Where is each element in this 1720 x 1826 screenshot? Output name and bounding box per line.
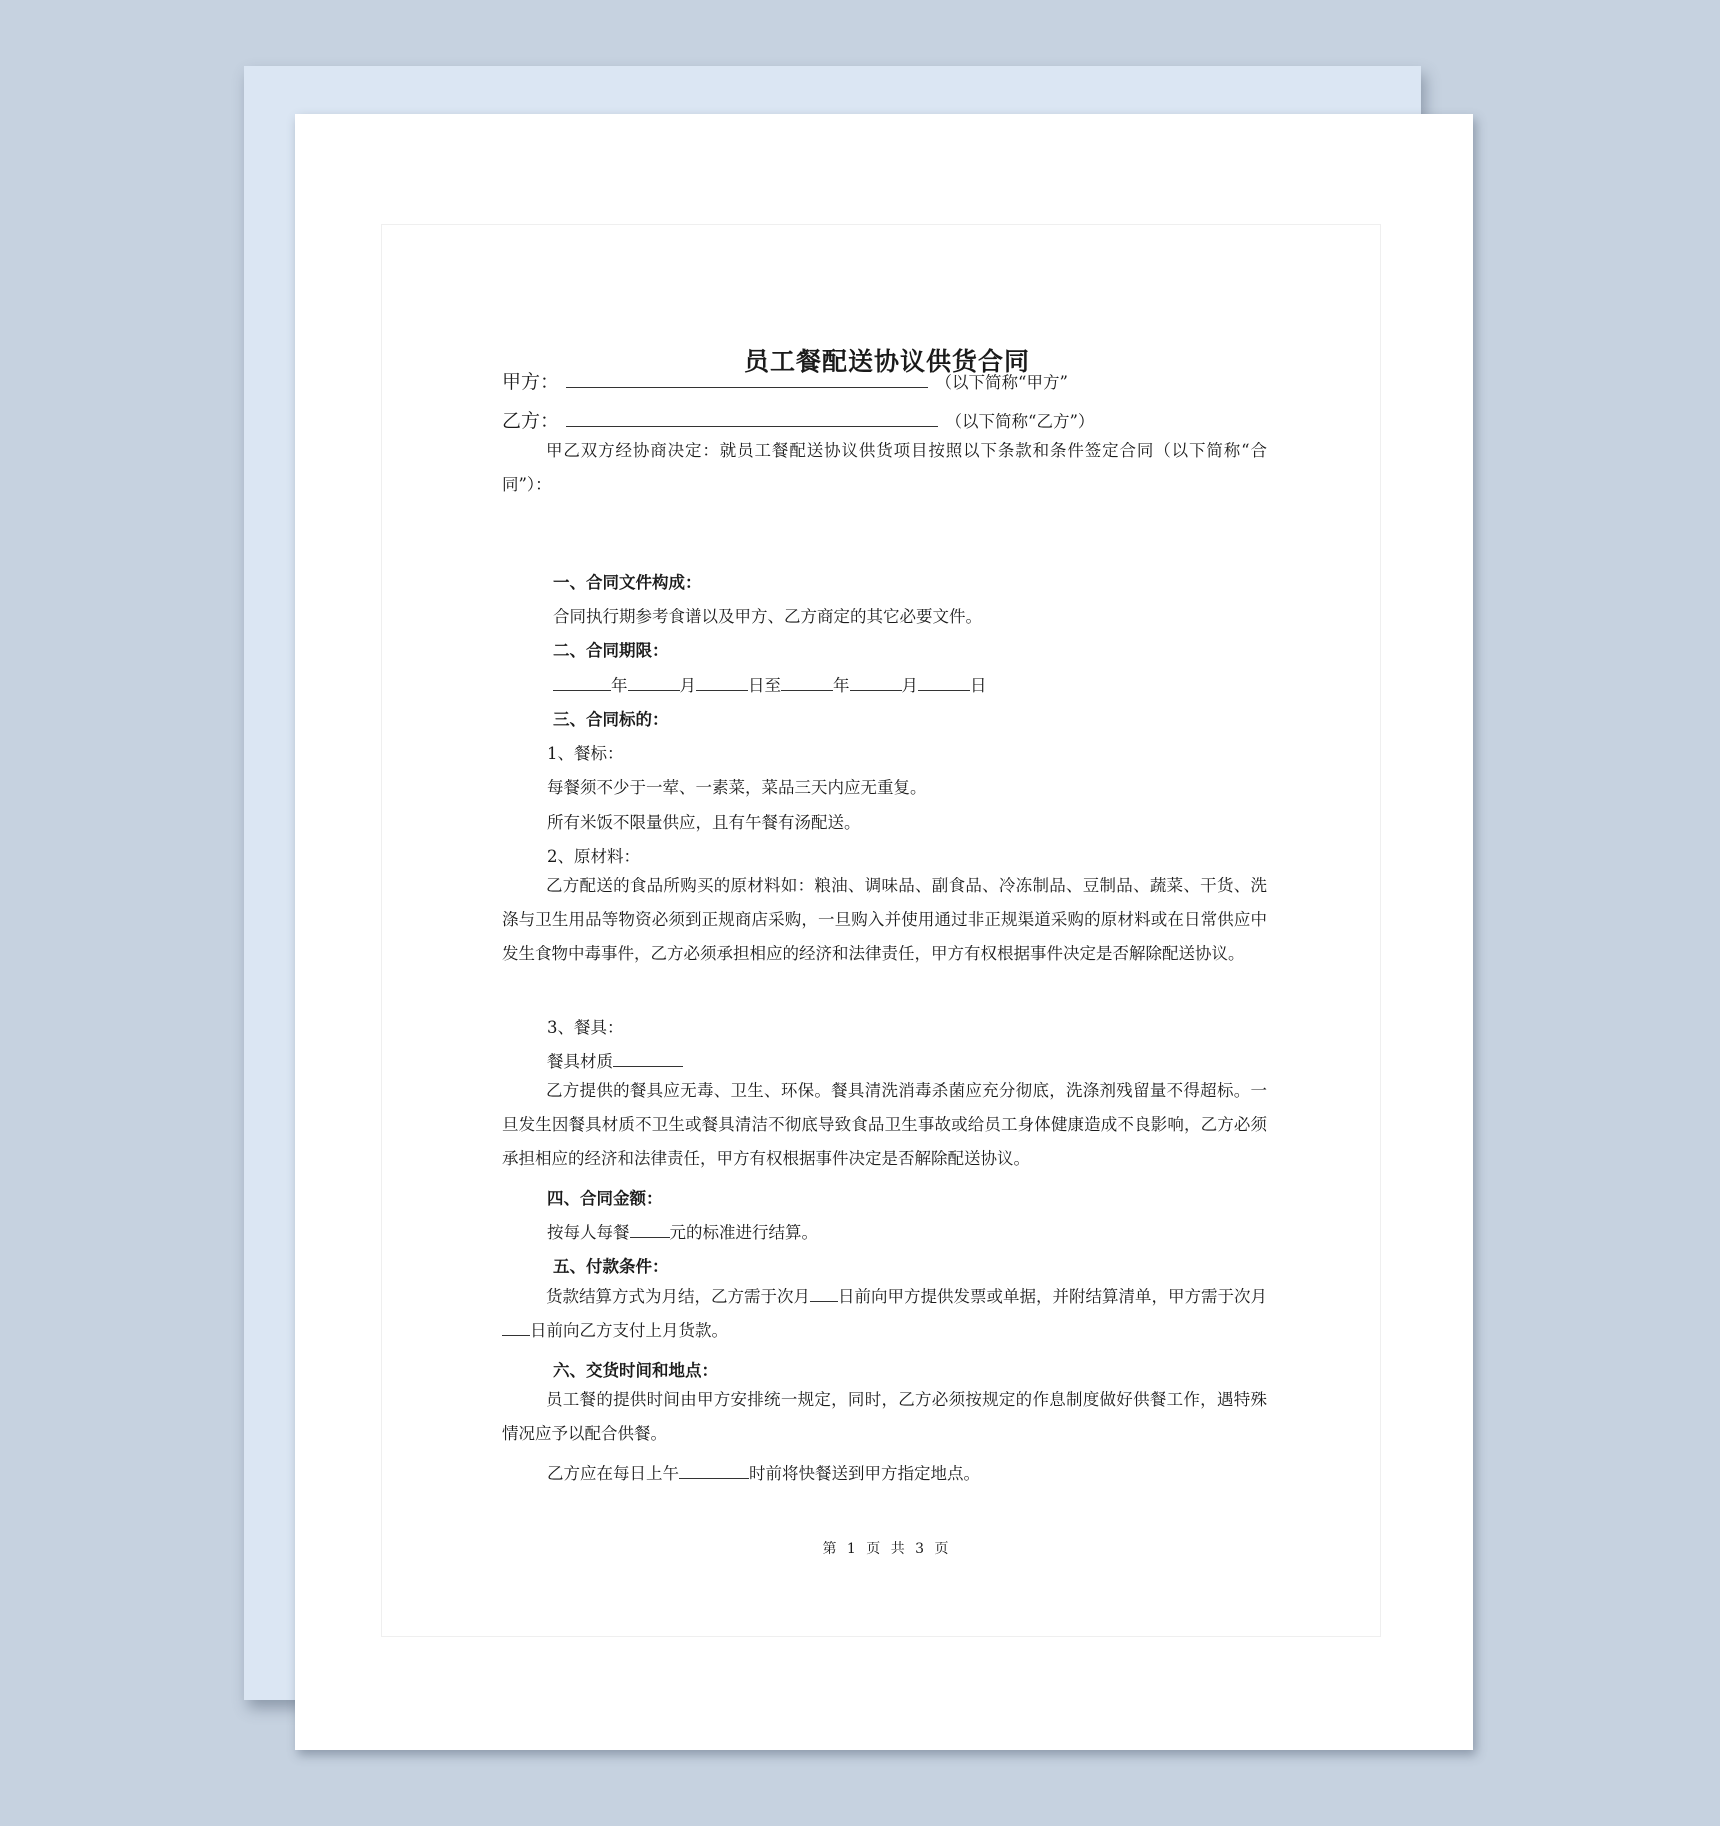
contract-period-line <box>553 675 987 697</box>
section-3-item-1-heading: 1、餐标： <box>547 744 624 763</box>
party-a-label: 甲方： <box>502 371 560 393</box>
tableware-material-blank[interactable] <box>613 1065 683 1067</box>
document-page <box>295 114 1473 1750</box>
invoice-day-blank[interactable] <box>810 1300 838 1302</box>
section-3-item-2-heading: 2、原材料： <box>547 847 640 866</box>
party-b-label: 乙方： <box>502 410 560 432</box>
party-b-blank[interactable] <box>566 425 938 427</box>
start-year-blank[interactable] <box>553 689 611 691</box>
tableware-material-label: 餐具材质 <box>547 1052 613 1071</box>
year-label: 年 <box>611 676 628 695</box>
section-3-item-1-line-2: 所有米饭不限量供应，且有午餐有汤配送。 <box>547 813 861 832</box>
delivery-time-suffix: 时前将快餐送到甲方指定地点。 <box>749 1464 980 1483</box>
section-1-heading: 一、合同文件构成： <box>553 573 702 592</box>
section-4-heading: 四、合同金额： <box>547 1189 663 1208</box>
section-5-text <box>502 1280 1267 1348</box>
party-b-suffix: （以下简称“乙方”） <box>945 412 1095 431</box>
party-a-suffix: （以下简称“甲方” <box>935 373 1068 392</box>
start-day-blank[interactable] <box>696 689 748 691</box>
section-6-text: 员工餐的提供时间由甲方安排统一规定，同时，乙方必须按规定的作息制度做好供餐工作，遇特殊情况应予以配合供餐。 <box>502 1390 1267 1443</box>
section-1-text: 合同执行期参考食谱以及甲方、乙方商定的其它必要文件。 <box>553 607 982 626</box>
price-prefix: 按每人每餐 <box>547 1223 630 1242</box>
delivery-hour-blank[interactable] <box>679 1477 749 1479</box>
price-suffix: 元的标准进行结算。 <box>669 1223 818 1242</box>
start-month-blank[interactable] <box>628 689 680 691</box>
section-5-heading: 五、付款条件： <box>553 1257 669 1276</box>
section-3-item-3-text: 乙方提供的餐具应无毒、卫生、环保。餐具清洗消毒杀菌应充分彻底，洗涤剂残留量不得超标。一旦发生因餐具材质不卫生或餐具清洁不彻底导致食品卫生事故或给员工身体健康造成不良影响，乙方必须承担相应的经济和法律责任，甲方有权根据事件决定是否解除配送协议。 <box>502 1081 1267 1168</box>
section-4-text <box>547 1222 818 1244</box>
intro-paragraph: 甲乙双方经协商决定：就员工餐配送协议供货项目按照以下条款和条件签定合同（以下简称“合同”）： <box>502 441 1267 494</box>
tableware-material-line <box>547 1051 683 1073</box>
section-3-heading: 三、合同标的： <box>553 710 669 729</box>
end-month-blank[interactable] <box>850 689 902 691</box>
price-per-meal-blank[interactable] <box>630 1236 670 1238</box>
section-3-item-2-text: 乙方配送的食品所购买的原材料如：粮油、调味品、副食品、冷冻制品、豆制品、蔬菜、干货、洗涤与卫生用品等物资必须到正规商店采购，一旦购入并使用通过非正规渠道采购的原材料或在日常供应中发生食物中毒事件，乙方必须承担相应的经济和法律责任，甲方有权根据事件决定是否解除配送协议。 <box>502 876 1267 963</box>
party-b-line <box>502 410 1094 433</box>
end-year-blank[interactable] <box>781 689 833 691</box>
delivery-time-line <box>547 1463 980 1485</box>
document-title: 员工餐配送协议供货合同 <box>743 347 1030 376</box>
payment-text-3: 日前向乙方支付上月货款。 <box>530 1321 728 1340</box>
month-label: 月 <box>679 676 696 695</box>
party-a-line <box>502 371 1068 394</box>
section-6-heading: 六、交货时间和地点： <box>553 1361 718 1380</box>
payment-text-2: 日前向甲方提供发票或单据，并附结算清单，甲方需于次月 <box>838 1287 1267 1306</box>
payment-day-blank[interactable] <box>502 1334 530 1336</box>
day-label: 日 <box>970 676 987 695</box>
section-3-item-3-heading: 3、餐具： <box>547 1018 624 1037</box>
day-to-label: 日至 <box>748 676 781 695</box>
section-2-heading: 二、合同期限： <box>553 641 669 660</box>
month-label: 月 <box>901 676 918 695</box>
section-3-item-1-line-1: 每餐须不少于一荤、一素菜，菜品三天内应无重复。 <box>547 778 927 797</box>
party-a-blank[interactable] <box>566 386 928 388</box>
year-label: 年 <box>833 676 850 695</box>
delivery-time-prefix: 乙方应在每日上午 <box>547 1464 679 1483</box>
payment-text-1: 货款结算方式为月结，乙方需于次月 <box>546 1287 810 1306</box>
end-day-blank[interactable] <box>918 689 970 691</box>
page-number-footer: 第 1 页 共 3 页 <box>822 1541 952 1557</box>
